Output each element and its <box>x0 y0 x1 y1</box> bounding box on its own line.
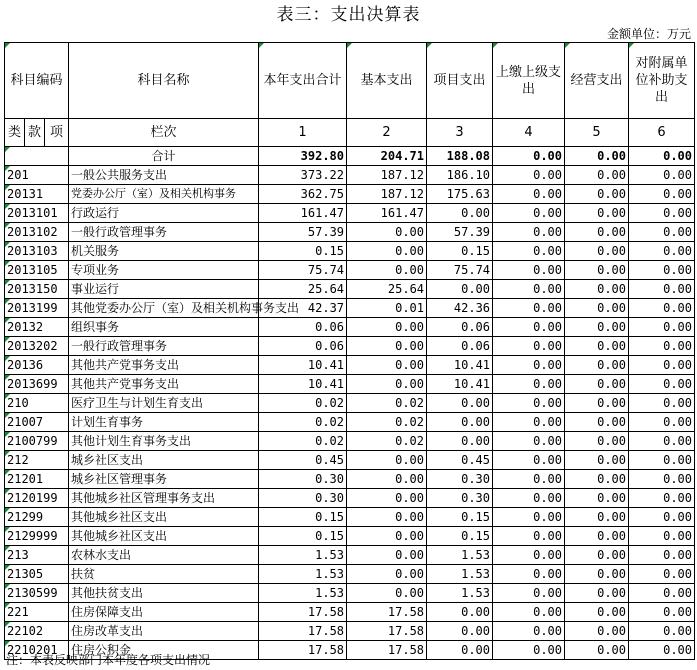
amount-cell-v4[interactable]: 0.00 <box>493 565 565 584</box>
page-title: 表三：支出决算表 <box>276 5 421 25</box>
table-row <box>5 166 695 185</box>
amount-cell-v5[interactable]: 0.00 <box>565 432 629 451</box>
table-row <box>5 622 695 641</box>
account-code-cell[interactable]: 2013103 <box>5 242 69 261</box>
amount-cell-v2[interactable]: 17.58 <box>347 603 427 622</box>
amount-cell-v3[interactable]: 0.30 <box>427 470 493 489</box>
account-name-cell[interactable]: 住房保障支出 <box>69 603 259 622</box>
amount-cell-v1[interactable]: 0.02 <box>259 413 347 432</box>
account-code-cell[interactable]: 2013202 <box>5 337 69 356</box>
amount-cell-v4[interactable]: 0.00 <box>493 337 565 356</box>
amount-cell-v3[interactable]: 0.45 <box>427 451 493 470</box>
account-name-cell[interactable]: 机关服务 <box>69 242 259 261</box>
amount-cell-v4[interactable]: 0.00 <box>493 546 565 565</box>
amount-cell-v5[interactable]: 0.00 <box>565 584 629 603</box>
amount-cell-v4[interactable]: 0.00 <box>493 603 565 622</box>
total-c1[interactable]: 392.80 <box>259 147 347 166</box>
amount-cell-v3[interactable]: 0.00 <box>427 603 493 622</box>
amount-cell-v1[interactable]: 57.39 <box>259 223 347 242</box>
amount-cell-v5[interactable]: 0.00 <box>565 451 629 470</box>
table-row <box>5 337 695 356</box>
amount-cell-v3[interactable]: 0.00 <box>427 432 493 451</box>
account-name-cell[interactable]: 其他计划生育事务支出 <box>69 432 259 451</box>
amount-cell-v1[interactable]: 1.53 <box>259 565 347 584</box>
amount-cell-v2[interactable]: 0.02 <box>347 394 427 413</box>
amount-cell-v4[interactable]: 0.00 <box>493 432 565 451</box>
amount-cell-v3[interactable]: 0.00 <box>427 622 493 641</box>
amount-cell-v2[interactable]: 0.00 <box>347 242 427 261</box>
account-code-cell[interactable]: 21299 <box>5 508 69 527</box>
amount-cell-v4[interactable]: 0.00 <box>493 470 565 489</box>
amount-cell-v1[interactable]: 0.30 <box>259 489 347 508</box>
amount-cell-v5[interactable]: 0.00 <box>565 527 629 546</box>
amount-cell-v6[interactable]: 0.00 <box>629 318 695 337</box>
amount-cell-v5[interactable]: 0.00 <box>565 394 629 413</box>
table-row <box>5 185 695 204</box>
amount-cell-v6[interactable]: 0.00 <box>629 584 695 603</box>
amount-cell-v5[interactable]: 0.00 <box>565 356 629 375</box>
amount-cell-v6[interactable]: 0.00 <box>629 356 695 375</box>
amount-cell-v2[interactable]: 0.00 <box>347 584 427 603</box>
amount-cell-v3[interactable]: 0.15 <box>427 508 493 527</box>
header-name[interactable]: 科目名称 <box>69 43 259 119</box>
amount-cell-v5[interactable]: 0.00 <box>565 413 629 432</box>
account-name-cell[interactable]: 一般行政管理事务 <box>69 223 259 242</box>
total-c5[interactable]: 0.00 <box>565 147 629 166</box>
account-code-cell[interactable]: 201 <box>5 166 69 185</box>
amount-cell-v5[interactable]: 0.00 <box>565 622 629 641</box>
amount-cell-v5[interactable]: 0.00 <box>565 470 629 489</box>
amount-cell-v4[interactable]: 0.00 <box>493 204 565 223</box>
table-row <box>5 546 695 565</box>
amount-cell-v4[interactable]: 0.00 <box>493 242 565 261</box>
amount-cell-v2[interactable]: 0.01 <box>347 299 427 318</box>
amount-cell-v5[interactable]: 0.00 <box>565 261 629 280</box>
table-row <box>5 280 695 299</box>
amount-cell-v4[interactable]: 0.00 <box>493 166 565 185</box>
table-row <box>5 489 695 508</box>
amount-cell-v5[interactable]: 0.00 <box>565 489 629 508</box>
table-row <box>5 394 695 413</box>
account-code-cell[interactable]: 212 <box>5 451 69 470</box>
amount-cell-v5[interactable]: 0.00 <box>565 318 629 337</box>
header-lei[interactable]: 类 <box>5 119 25 147</box>
amount-cell-v2[interactable]: 187.12 <box>347 166 427 185</box>
amount-cell-v2[interactable]: 17.58 <box>347 641 427 660</box>
amount-cell-v6[interactable]: 0.00 <box>629 375 695 394</box>
amount-cell-v2[interactable]: 25.64 <box>347 280 427 299</box>
amount-cell-v5[interactable]: 0.00 <box>565 185 629 204</box>
account-name-cell[interactable]: 行政运行 <box>69 204 259 223</box>
table-body <box>5 166 695 660</box>
account-name-cell[interactable]: 农林水支出 <box>69 546 259 565</box>
lanci-1[interactable]: 1 <box>259 119 347 147</box>
amount-cell-v1[interactable]: 1.53 <box>259 546 347 565</box>
amount-cell-v2[interactable]: 0.00 <box>347 375 427 394</box>
lanci-4[interactable]: 4 <box>493 119 565 147</box>
total-code-cell[interactable] <box>5 147 69 166</box>
amount-cell-v1[interactable]: 362.75 <box>259 185 347 204</box>
amount-cell-v1[interactable]: 1.53 <box>259 584 347 603</box>
table-row <box>5 584 695 603</box>
amount-cell-v6[interactable]: 0.00 <box>629 603 695 622</box>
amount-cell-v2[interactable]: 0.00 <box>347 508 427 527</box>
amount-cell-v1[interactable]: 0.06 <box>259 318 347 337</box>
header-code[interactable]: 科目编码 <box>5 43 69 119</box>
amount-cell-v4[interactable]: 0.00 <box>493 641 565 660</box>
table-row <box>5 318 695 337</box>
amount-cell-v1[interactable]: 75.74 <box>259 261 347 280</box>
amount-cell-v1[interactable]: 0.15 <box>259 527 347 546</box>
table-row <box>5 223 695 242</box>
lanci-label[interactable]: 栏次 <box>69 119 259 147</box>
amount-cell-v2[interactable]: 0.00 <box>347 318 427 337</box>
amount-cell-v2[interactable]: 0.00 <box>347 337 427 356</box>
account-code-cell[interactable]: 21007 <box>5 413 69 432</box>
account-name-cell[interactable]: 专项业务 <box>69 261 259 280</box>
account-code-cell[interactable]: 2013102 <box>5 223 69 242</box>
amount-cell-v1[interactable]: 0.02 <box>259 394 347 413</box>
amount-cell-v6[interactable]: 0.00 <box>629 261 695 280</box>
amount-cell-v3[interactable]: 186.10 <box>427 166 493 185</box>
total-c3[interactable]: 188.08 <box>427 147 493 166</box>
table-row <box>5 204 695 223</box>
amount-cell-v1[interactable]: 0.06 <box>259 337 347 356</box>
header-remit-superior[interactable]: 上缴上级支出 <box>493 43 565 119</box>
table-row <box>5 432 695 451</box>
amount-cell-v1[interactable]: 0.15 <box>259 508 347 527</box>
amount-cell-v4[interactable]: 0.00 <box>493 318 565 337</box>
amount-cell-v4[interactable]: 0.00 <box>493 299 565 318</box>
amount-cell-v6[interactable]: 0.00 <box>629 451 695 470</box>
table-row <box>5 451 695 470</box>
amount-cell-v6[interactable]: 0.00 <box>629 527 695 546</box>
amount-cell-v4[interactable]: 0.00 <box>493 356 565 375</box>
account-code-cell[interactable]: 2013699 <box>5 375 69 394</box>
amount-cell-v5[interactable]: 0.00 <box>565 166 629 185</box>
amount-cell-v6[interactable]: 0.00 <box>629 166 695 185</box>
account-name-cell[interactable]: 其他共产党事务支出 <box>69 375 259 394</box>
account-code-cell[interactable]: 2210201 <box>5 641 69 660</box>
amount-cell-v2[interactable]: 0.00 <box>347 356 427 375</box>
amount-cell-v1[interactable]: 0.02 <box>259 432 347 451</box>
amount-cell-v3[interactable]: 1.53 <box>427 584 493 603</box>
amount-cell-v3[interactable]: 0.15 <box>427 242 493 261</box>
amount-cell-v2[interactable]: 0.00 <box>347 470 427 489</box>
amount-cell-v2[interactable]: 0.00 <box>347 546 427 565</box>
total-c4[interactable]: 0.00 <box>493 147 565 166</box>
total-c6[interactable]: 0.00 <box>629 147 695 166</box>
amount-cell-v1[interactable]: 0.15 <box>259 242 347 261</box>
account-code-cell[interactable]: 20131 <box>5 185 69 204</box>
header-subsidy-affiliates[interactable]: 对附属单位补助支出 <box>629 43 695 119</box>
total-c2[interactable]: 204.71 <box>347 147 427 166</box>
account-name-cell[interactable]: 计划生育事务 <box>69 413 259 432</box>
amount-cell-v3[interactable]: 1.53 <box>427 565 493 584</box>
amount-cell-v4[interactable]: 0.00 <box>493 261 565 280</box>
amount-cell-v4[interactable]: 0.00 <box>493 584 565 603</box>
amount-cell-v5[interactable]: 0.00 <box>565 223 629 242</box>
amount-cell-v1[interactable]: 25.64 <box>259 280 347 299</box>
amount-cell-v3[interactable]: 0.00 <box>427 394 493 413</box>
lanci-2[interactable]: 2 <box>347 119 427 147</box>
amount-cell-v6[interactable]: 0.00 <box>629 565 695 584</box>
amount-cell-v1[interactable]: 17.58 <box>259 622 347 641</box>
table-row <box>5 356 695 375</box>
amount-cell-v3[interactable]: 0.06 <box>427 318 493 337</box>
account-name-cell[interactable]: 其他党委办公厅（室）及相关机构事务支出 <box>69 299 259 318</box>
amount-cell-v1[interactable]: 10.41 <box>259 356 347 375</box>
account-name-cell[interactable]: 一般公共服务支出 <box>69 166 259 185</box>
account-name-cell[interactable]: 城乡社区管理事务 <box>69 470 259 489</box>
amount-cell-v5[interactable]: 0.00 <box>565 508 629 527</box>
amount-cell-v6[interactable]: 0.00 <box>629 204 695 223</box>
amount-cell-v3[interactable]: 10.41 <box>427 375 493 394</box>
unit-label: 金额单位：万元 <box>606 27 691 41</box>
table-row <box>5 508 695 527</box>
amount-cell-v2[interactable]: 0.00 <box>347 527 427 546</box>
amount-cell-v2[interactable]: 161.47 <box>347 204 427 223</box>
total-label[interactable]: 合计 <box>69 147 259 166</box>
amount-cell-v4[interactable]: 0.00 <box>493 451 565 470</box>
expenditure-table <box>4 42 695 660</box>
amount-cell-v3[interactable]: 10.41 <box>427 356 493 375</box>
account-name-cell[interactable]: 医疗卫生与计划生育支出 <box>69 394 259 413</box>
header-total-expenditure[interactable]: 本年支出合计 <box>259 43 347 119</box>
amount-cell-v1[interactable]: 0.45 <box>259 451 347 470</box>
amount-cell-v1[interactable]: 0.30 <box>259 470 347 489</box>
amount-cell-v5[interactable]: 0.00 <box>565 375 629 394</box>
amount-cell-v2[interactable]: 0.00 <box>347 451 427 470</box>
lanci-3[interactable]: 3 <box>427 119 493 147</box>
header-xiang[interactable]: 项 <box>45 119 69 147</box>
amount-cell-v3[interactable]: 0.06 <box>427 337 493 356</box>
account-name-cell[interactable]: 城乡社区支出 <box>69 451 259 470</box>
account-name-cell[interactable]: 扶贫 <box>69 565 259 584</box>
account-code-cell[interactable]: 2129999 <box>5 527 69 546</box>
amount-cell-v3[interactable]: 0.30 <box>427 489 493 508</box>
amount-cell-v3[interactable]: 75.74 <box>427 261 493 280</box>
amount-cell-v3[interactable]: 0.00 <box>427 641 493 660</box>
amount-cell-v6[interactable]: 0.00 <box>629 185 695 204</box>
table-row <box>5 261 695 280</box>
amount-cell-v6[interactable]: 0.00 <box>629 546 695 565</box>
account-name-cell[interactable]: 事业运行 <box>69 280 259 299</box>
amount-cell-v4[interactable]: 0.00 <box>493 508 565 527</box>
amount-cell-v5[interactable]: 0.00 <box>565 641 629 660</box>
account-name-cell[interactable]: 组织事务 <box>69 318 259 337</box>
account-code-cell[interactable]: 2013105 <box>5 261 69 280</box>
account-name-cell[interactable]: 住房改革支出 <box>69 622 259 641</box>
amount-cell-v6[interactable]: 0.00 <box>629 622 695 641</box>
header-kuan[interactable]: 款 <box>25 119 45 147</box>
amount-cell-v2[interactable]: 0.02 <box>347 413 427 432</box>
amount-cell-v1[interactable]: 17.58 <box>259 641 347 660</box>
table-row <box>5 299 695 318</box>
account-name-cell[interactable]: 其他城乡社区支出 <box>69 508 259 527</box>
account-code-cell[interactable]: 20136 <box>5 356 69 375</box>
header-operating-expenditure[interactable]: 经营支出 <box>565 43 629 119</box>
amount-cell-v5[interactable]: 0.00 <box>565 337 629 356</box>
account-code-cell[interactable]: 2130599 <box>5 584 69 603</box>
amount-cell-v6[interactable]: 0.00 <box>629 489 695 508</box>
amount-cell-v5[interactable]: 0.00 <box>565 242 629 261</box>
table-row <box>5 413 695 432</box>
amount-cell-v6[interactable]: 0.00 <box>629 394 695 413</box>
amount-cell-v2[interactable]: 0.00 <box>347 261 427 280</box>
amount-cell-v6[interactable]: 0.00 <box>629 337 695 356</box>
account-code-cell[interactable]: 22102 <box>5 622 69 641</box>
amount-cell-v4[interactable]: 0.00 <box>493 394 565 413</box>
account-name-cell[interactable]: 一般行政管理事务 <box>69 337 259 356</box>
amount-cell-v6[interactable]: 0.00 <box>629 299 695 318</box>
amount-cell-v2[interactable]: 0.00 <box>347 565 427 584</box>
account-code-cell[interactable]: 21305 <box>5 565 69 584</box>
account-code-cell[interactable]: 2120199 <box>5 489 69 508</box>
header-project-expenditure[interactable]: 项目支出 <box>427 43 493 119</box>
amount-cell-v4[interactable]: 0.00 <box>493 280 565 299</box>
amount-cell-v6[interactable]: 0.00 <box>629 470 695 489</box>
account-code-cell[interactable]: 21201 <box>5 470 69 489</box>
account-code-cell[interactable]: 2100799 <box>5 432 69 451</box>
amount-cell-v4[interactable]: 0.00 <box>493 527 565 546</box>
amount-cell-v2[interactable]: 0.00 <box>347 223 427 242</box>
amount-cell-v6[interactable]: 0.00 <box>629 432 695 451</box>
amount-cell-v5[interactable]: 0.00 <box>565 603 629 622</box>
amount-cell-v1[interactable]: 10.41 <box>259 375 347 394</box>
amount-cell-v5[interactable]: 0.00 <box>565 204 629 223</box>
table-row <box>5 242 695 261</box>
amount-cell-v3[interactable]: 0.00 <box>427 280 493 299</box>
amount-cell-v3[interactable]: 0.15 <box>427 527 493 546</box>
account-code-cell[interactable]: 2013150 <box>5 280 69 299</box>
amount-cell-v1[interactable]: 373.22 <box>259 166 347 185</box>
table-header-row <box>5 43 695 119</box>
account-code-cell[interactable]: 2013101 <box>5 204 69 223</box>
table-row <box>5 603 695 622</box>
amount-cell-v1[interactable]: 161.47 <box>259 204 347 223</box>
amount-cell-v6[interactable]: 0.00 <box>629 413 695 432</box>
account-code-cell[interactable]: 2013199 <box>5 299 69 318</box>
amount-cell-v5[interactable]: 0.00 <box>565 546 629 565</box>
amount-cell-v2[interactable]: 187.12 <box>347 185 427 204</box>
amount-cell-v4[interactable]: 0.00 <box>493 375 565 394</box>
lanci-5[interactable]: 5 <box>565 119 629 147</box>
amount-cell-v4[interactable]: 0.00 <box>493 413 565 432</box>
total-row <box>5 147 695 166</box>
account-code-cell[interactable]: 20132 <box>5 318 69 337</box>
table-row <box>5 565 695 584</box>
account-name-cell[interactable]: 其他扶贫支出 <box>69 584 259 603</box>
header-basic-expenditure[interactable]: 基本支出 <box>347 43 427 119</box>
amount-cell-v6[interactable]: 0.00 <box>629 223 695 242</box>
amount-cell-v6[interactable]: 0.00 <box>629 242 695 261</box>
amount-cell-v4[interactable]: 0.00 <box>493 489 565 508</box>
lanci-6[interactable]: 6 <box>629 119 695 147</box>
account-code-cell[interactable]: 210 <box>5 394 69 413</box>
amount-cell-v3[interactable]: 42.36 <box>427 299 493 318</box>
amount-cell-v5[interactable]: 0.00 <box>565 280 629 299</box>
table-row <box>5 470 695 489</box>
amount-cell-v2[interactable]: 0.02 <box>347 432 427 451</box>
amount-cell-v4[interactable]: 0.00 <box>493 223 565 242</box>
amount-cell-v3[interactable]: 175.63 <box>427 185 493 204</box>
amount-cell-v5[interactable]: 0.00 <box>565 565 629 584</box>
table-row <box>5 375 695 394</box>
amount-cell-v6[interactable]: 0.00 <box>629 508 695 527</box>
amount-cell-v3[interactable]: 57.39 <box>427 223 493 242</box>
amount-cell-v6[interactable]: 0.00 <box>629 280 695 299</box>
amount-cell-v6[interactable]: 0.00 <box>629 641 695 660</box>
amount-cell-v2[interactable]: 0.00 <box>347 489 427 508</box>
amount-cell-v3[interactable]: 1.53 <box>427 546 493 565</box>
amount-cell-v3[interactable]: 0.00 <box>427 413 493 432</box>
amount-cell-v5[interactable]: 0.00 <box>565 299 629 318</box>
amount-cell-v4[interactable]: 0.00 <box>493 185 565 204</box>
account-code-cell[interactable]: 221 <box>5 603 69 622</box>
account-name-cell[interactable]: 其他城乡社区支出 <box>69 527 259 546</box>
amount-cell-v3[interactable]: 0.00 <box>427 204 493 223</box>
account-name-cell[interactable]: 其他城乡社区管理事务支出 <box>69 489 259 508</box>
amount-cell-v2[interactable]: 17.58 <box>347 622 427 641</box>
amount-cell-v4[interactable]: 0.00 <box>493 622 565 641</box>
amount-cell-v1[interactable]: 17.58 <box>259 603 347 622</box>
account-name-cell[interactable]: 其他共产党事务支出 <box>69 356 259 375</box>
amount-cell-v1[interactable]: 42.37 <box>259 299 347 318</box>
footnote: 注：本表反映部门本年度各项支出情况 <box>6 653 211 667</box>
table-row <box>5 527 695 546</box>
account-name-cell[interactable]: 党委办公厅（室）及相关机构事务 <box>69 185 259 204</box>
account-name-cell[interactable]: 住房公积金 <box>69 641 259 660</box>
account-code-cell[interactable]: 213 <box>5 546 69 565</box>
lanci-row <box>5 119 695 147</box>
